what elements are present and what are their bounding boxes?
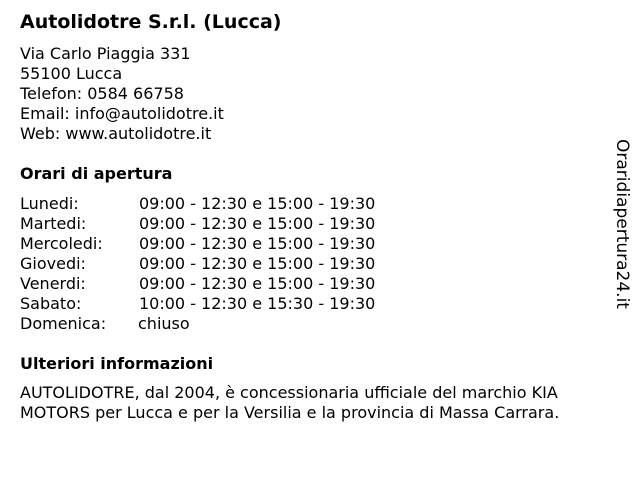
hours-row-saturday	[20, 294, 440, 314]
hours-row-monday	[20, 194, 440, 214]
contact-block	[20, 44, 224, 144]
hours-row-tuesday	[20, 214, 440, 234]
opening-hours-table	[20, 194, 440, 334]
phone-number[interactable]: Telefon: 0584 66758	[20, 84, 184, 103]
hours-row-friday	[20, 274, 440, 294]
hours-value: 10:00 - 12:30 e 15:30 - 19:30	[139, 294, 376, 313]
more-info-text: AUTOLIDOTRE, dal 2004, è concessionaria ufficiale del marchio KIA MOTORS per Lucca e per la Versilia e la provincia di Massa Carrara.	[20, 383, 560, 422]
hours-value: 09:00 - 12:30 e 15:00 - 19:30	[139, 274, 376, 293]
more-info-heading: Ulteriori informazioni	[20, 354, 214, 373]
website-link[interactable]: Web: www.autolidotre.it	[20, 124, 212, 143]
hours-row-thursday	[20, 254, 440, 274]
watermark	[604, 136, 640, 312]
hours-row-wednesday	[20, 234, 440, 254]
watermark-text: Oraridiapertura24.it	[612, 139, 632, 309]
day-label: Lunedi:	[20, 194, 79, 213]
business-title: Autolidotre S.r.l. (Lucca)	[20, 11, 282, 33]
hours-value: 09:00 - 12:30 e 15:00 - 19:30	[139, 194, 376, 213]
address-city: 55100 Lucca	[20, 64, 123, 83]
day-label: Venerdi:	[20, 274, 86, 293]
day-label: Giovedi:	[20, 254, 86, 273]
opening-hours-heading: Orari di apertura	[20, 164, 173, 183]
day-label: Martedi:	[20, 214, 87, 233]
hours-value: chiuso	[138, 314, 190, 333]
hours-value: 09:00 - 12:30 e 15:00 - 19:30	[139, 214, 376, 233]
hours-row-sunday	[20, 314, 440, 334]
hours-value: 09:00 - 12:30 e 15:00 - 19:30	[139, 254, 376, 273]
address-street: Via Carlo Piaggia 331	[20, 44, 191, 63]
hours-value: 09:00 - 12:30 e 15:00 - 19:30	[139, 234, 376, 253]
email-address[interactable]: Email: info@autolidotre.it	[20, 104, 224, 123]
day-label: Mercoledi:	[20, 234, 103, 253]
day-label: Sabato:	[20, 294, 82, 313]
day-label: Domenica:	[20, 314, 107, 333]
